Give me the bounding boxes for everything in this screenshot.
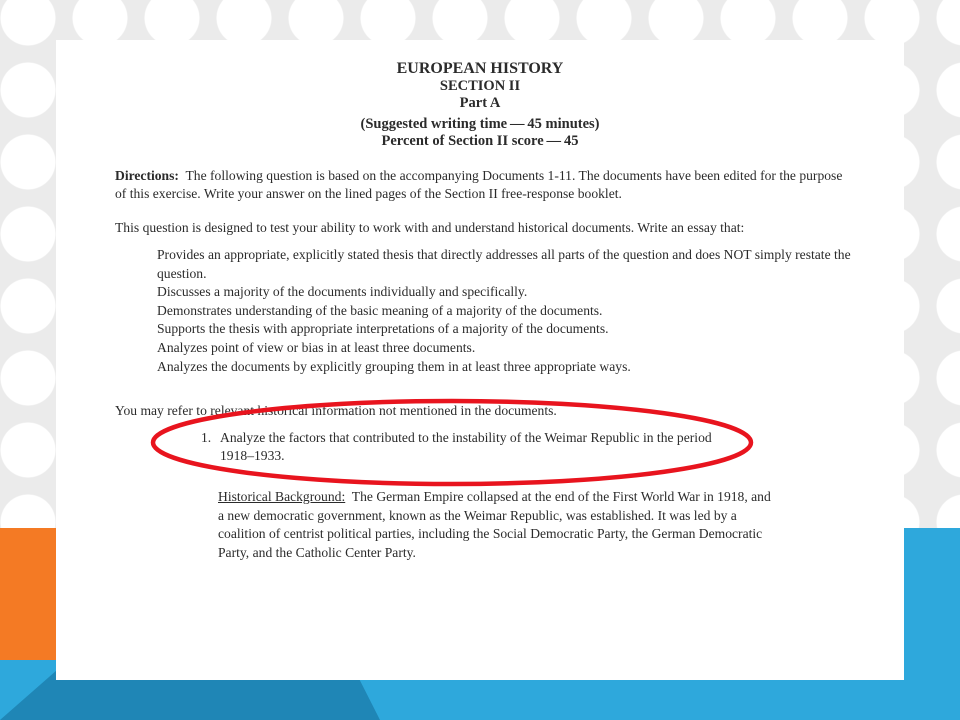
criteria-item: Demonstrates understanding of the basic meaning of a majority of the documents.	[157, 302, 603, 318]
document-image	[56, 40, 904, 680]
refer-paragraph: You may refer to relevant historical information not mentioned in the documents.	[115, 403, 557, 418]
criteria-item: Analyzes point of view or bias in at least three documents.	[157, 339, 476, 355]
criteria-item: Analyzes the documents by explicitly grouping them in at least three appropriate ways.	[157, 358, 631, 374]
question-number: 1.	[201, 430, 212, 445]
directions-label: Directions:	[115, 168, 179, 183]
score-percent-heading: Percent of Section II score — 45	[381, 133, 579, 149]
directions-paragraph	[115, 167, 855, 203]
criteria-item: Provides an appropriate, explicitly stated thesis that directly addresses all parts of the question and does NOT simply restate the question.	[157, 247, 851, 281]
part-heading: Part A	[459, 95, 501, 111]
highlight-ellipse-shape	[153, 401, 751, 484]
intro-paragraph: This question is designed to test your ability to work with and understand historical documents. Write an essay that:	[115, 220, 745, 235]
historical-background	[218, 488, 778, 562]
criteria-item: Discusses a majority of the documents individually and specifically.	[157, 284, 528, 300]
red-highlight-ellipse	[149, 397, 755, 488]
document-title: EUROPEAN HISTORY	[396, 60, 564, 77]
directions-text: The following question is based on the accompanying Documents 1-11. The documents have been edited for the purpose of this exercise. Write your answer on the lined pages of the Section II free-response booklet.	[115, 168, 843, 201]
historical-background-label: Historical Background:	[218, 489, 346, 504]
essay-criteria-list	[157, 246, 857, 376]
historical-background-text: The German Empire collapsed at the end of the First World War in 1918, and a new democratic government, known as the Weimar Republic, was established. It was led by a coalition of centrist political parties, including the Social Democratic Party, the German Democratic Party, and the Catholic Center Party.	[218, 489, 771, 560]
question-text: Analyze the factors that contributed to the instability of the Weimar Republic in the period 1918–1933.	[220, 430, 712, 463]
section-heading: SECTION II	[439, 78, 521, 94]
writing-time-heading: (Suggested writing time — 45 minutes)	[360, 116, 600, 132]
criteria-item: Supports the thesis with appropriate interpretations of a majority of the documents.	[157, 321, 609, 337]
